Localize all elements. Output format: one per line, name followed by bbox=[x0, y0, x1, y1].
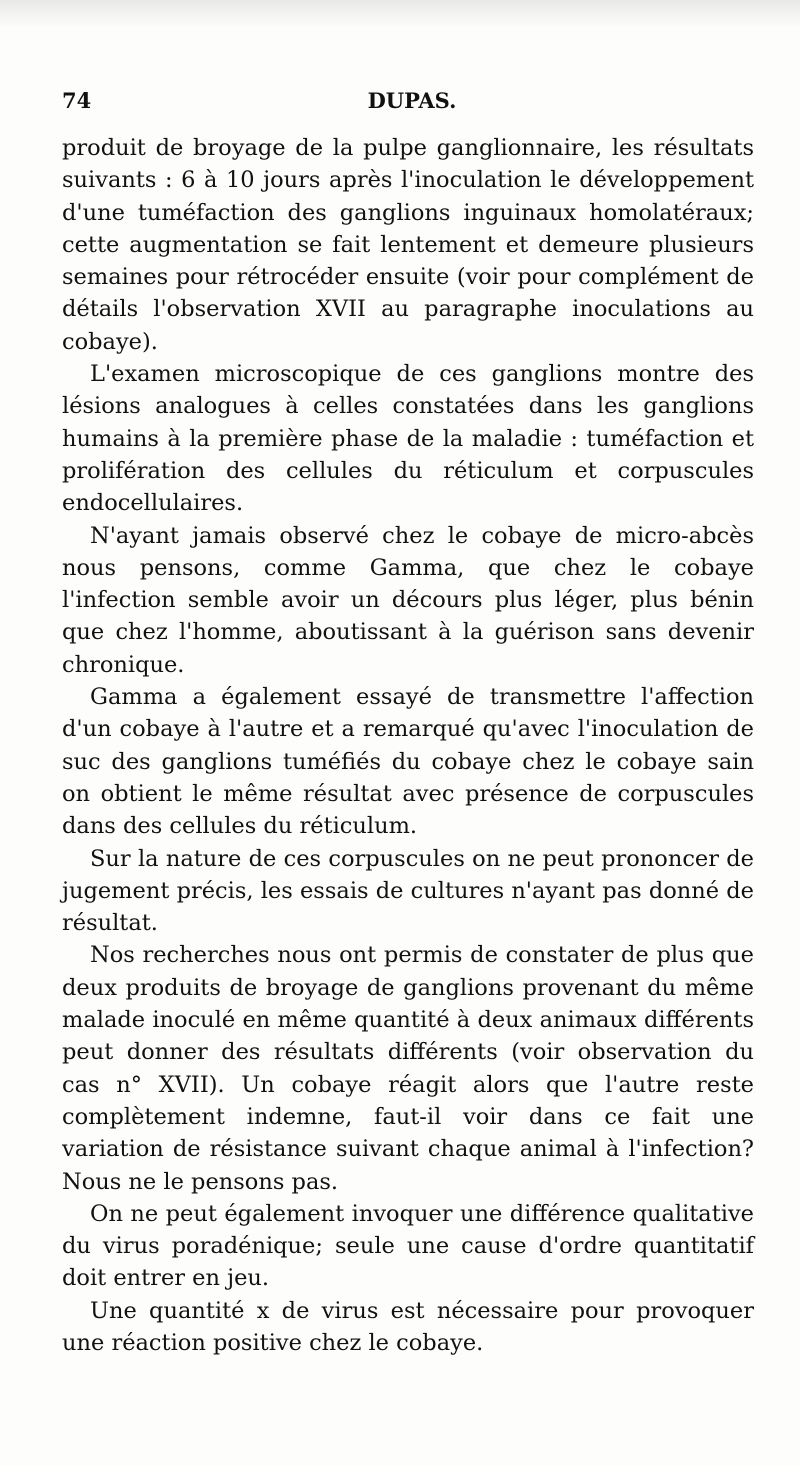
paragraph: Sur la nature de ces corpuscules on ne peut prononcer de jugement précis, les essais de cultures n'ayant pas donné de résultat. bbox=[62, 845, 754, 937]
paragraph: Une quantité x de virus est nécessaire pour provoquer une réaction positive chez le cobaye. bbox=[62, 1297, 754, 1356]
paragraph: produit de broyage de la pulpe ganglionnaire, les résultats suivants : 6 à 10 jours après l'inoculation le développement d'une tuméfaction des ganglions inguinaux homolatéraux; cette augmentation se fait lentement et demeure plusieurs semaines pour rétrocéder ensuite (voir pour complément de détails l'observation XVII au paragraphe inoculations au cobaye). bbox=[62, 135, 754, 355]
paragraph: Gamma a également essayé de transmettre l'affection d'un cobaye à l'autre et a remarqué qu'avec l'inoculation de suc des ganglions tuméfiés du cobaye chez le cobaye sain on obtient le même résultat avec présence de corpuscules dans des cellules du réticulum. bbox=[62, 684, 754, 840]
paragraph: Nos recherches nous ont permis de constater de plus que deux produits de broyage de ganglions provenant du même malade inoculé en même quantité à deux animaux différents peut donner des résultats différents (voir observation du cas n° XVII). Un cobaye réagit alors que l'autre reste complètement indemne, faut-il voir dans ce fait une variation de résistance suivant chaque animal à l'infection? Nous ne le pensons pas. bbox=[62, 942, 754, 1195]
page-number: 74 bbox=[62, 88, 92, 113]
body-text bbox=[62, 132, 754, 1359]
scan-edge bbox=[0, 0, 800, 28]
running-head bbox=[62, 88, 762, 120]
paragraph: N'ayant jamais observé chez le cobaye de micro-abcès nous pensons, comme Gamma, que chez le cobaye l'infection semble avoir un décours plus léger, plus bénin que chez l'homme, aboutissant à la guérison sans devenir chronique. bbox=[62, 522, 754, 678]
running-title: DUPAS. bbox=[367, 88, 457, 113]
paragraph: L'examen microscopique de ces ganglions montre des lésions analogues à celles constatées dans les ganglions humains à la première phase de la maladie : tuméfaction et prolifération des cellules du réticulum et corpuscules endocellulaires. bbox=[62, 361, 754, 517]
paragraph: On ne peut également invoquer une différence qualitative du virus poradénique; seule une cause d'ordre quantitatif doit entrer en jeu. bbox=[62, 1200, 754, 1292]
